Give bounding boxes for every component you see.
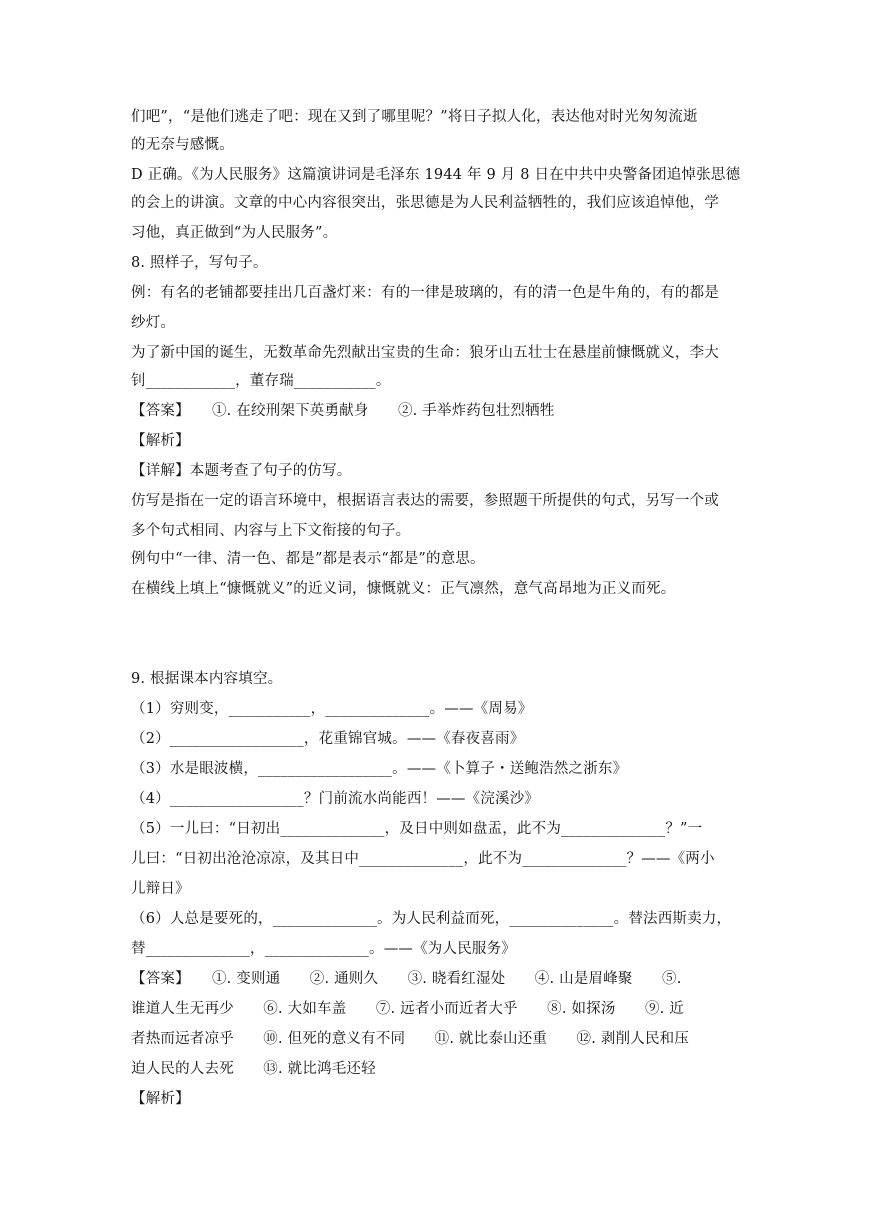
text-line: 为了新中国的诞生，无数革命先烈献出宝贵的生命：狼牙山五壮士在悬崖前慷慨就义，李大 xyxy=(131,345,719,361)
text-line: 习他，真正做到“为人民服务”。 xyxy=(131,225,338,241)
text-line: 纱灯。 xyxy=(131,315,176,331)
text-line: 例句中“一律、清一色、都是”都是表示“都是”的意思。 xyxy=(131,551,485,567)
question-9-title: 9. 根据课本内容填空。 xyxy=(131,671,283,687)
fill-item-1: （1）穷则变，___________，______________。——《周易》 xyxy=(131,701,533,717)
fill-item-5: （5）一儿曰：“日初出______________，及日中则如盘盂，此不为______________？”一 xyxy=(131,821,703,837)
detail-heading: 【详解】本题考查了句子的仿写。 xyxy=(131,463,352,479)
example-sentence: 例：有名的老铺都要挂出几百盏灯来：有的一律是玻璃的，有的清一色是牛角的，有的都是 xyxy=(131,285,719,301)
text-line: 们吧”，“是他们逃走了吧：现在又到了哪里呢？”将日子拟人化，表达他对时光匆匆流逝 xyxy=(131,109,698,125)
fill-item-5-cont: 儿辩日》 xyxy=(131,881,190,897)
answer-9-cont: 者热而远者凉乎 ⑩. 但死的意义有不同 ⑪. 就比泰山还重 ⑫. 剥削人民和压 xyxy=(131,1031,690,1047)
fill-item-5-cont: 儿曰：“日初出沧沧凉凉，及其日中______________，此不为______________？——《两小 xyxy=(131,851,715,867)
analysis-heading: 【解析】 xyxy=(131,433,190,449)
fill-item-6: （6）人总是要死的，______________。为人民利益而死，______________。替法西斯卖力， xyxy=(131,911,732,927)
fill-item-4: （4）__________________？门前流水尚能西！——《浣溪沙》 xyxy=(131,791,540,807)
text-line: 的无奈与感慨。 xyxy=(131,137,234,153)
text-line: 钊____________，董存瑞___________。 xyxy=(131,373,391,389)
answer-9: 【答案】 ①. 变则通 ②. 通则久 ③. 晓看红湿处 ④. 山是眉峰聚 ⑤. xyxy=(131,971,682,987)
answer-8: 【答案】 ①. 在绞刑架下英勇献身 ②. 手举炸药包壮烈牺牲 xyxy=(131,403,555,419)
fill-item-2: （2）__________________，花重锦官城。——《春夜喜雨》 xyxy=(131,731,525,747)
text-line: 仿写是指在一定的语言环境中，根据语言表达的需要，参照题干所提供的句式，另写一个或 xyxy=(131,493,719,509)
text-line: 在横线上填上“慷慨就义”的近义词，慷慨就义：正气凛然，意气高昂地为正义而死。 xyxy=(131,581,676,597)
text-line: 的会上的讲演。文章的中心内容很突出，张思德是为人民利益牺牲的，我们应该追悼他，学 xyxy=(131,195,719,211)
text-line: 多个句式相同、内容与上下文衔接的句子。 xyxy=(131,523,411,539)
text-line: D 正确。《为人民服务》这篇演讲词是毛泽东 1944 年 9 月 8 日在中共中央警备团追悼张思德 xyxy=(131,167,741,183)
fill-item-6-cont: 替______________，______________。——《为人民服务》 xyxy=(131,941,516,957)
answer-9-cont: 谁道人生无再少 ⑥. 大如车盖 ⑦. 远者小而近者大乎 ⑧. 如探汤 ⑨. 近 xyxy=(131,1001,684,1017)
analysis-heading: 【解析】 xyxy=(131,1091,190,1107)
fill-item-3: （3）水是眼波横，__________________。——《卜算子・送鲍浩然之浙东》 xyxy=(131,761,628,777)
question-8-title: 8. 照样子，写句子。 xyxy=(131,255,268,271)
answer-9-cont: 迫人民的人去死 ⑬. 就比鸿毛还轻 xyxy=(131,1061,376,1077)
